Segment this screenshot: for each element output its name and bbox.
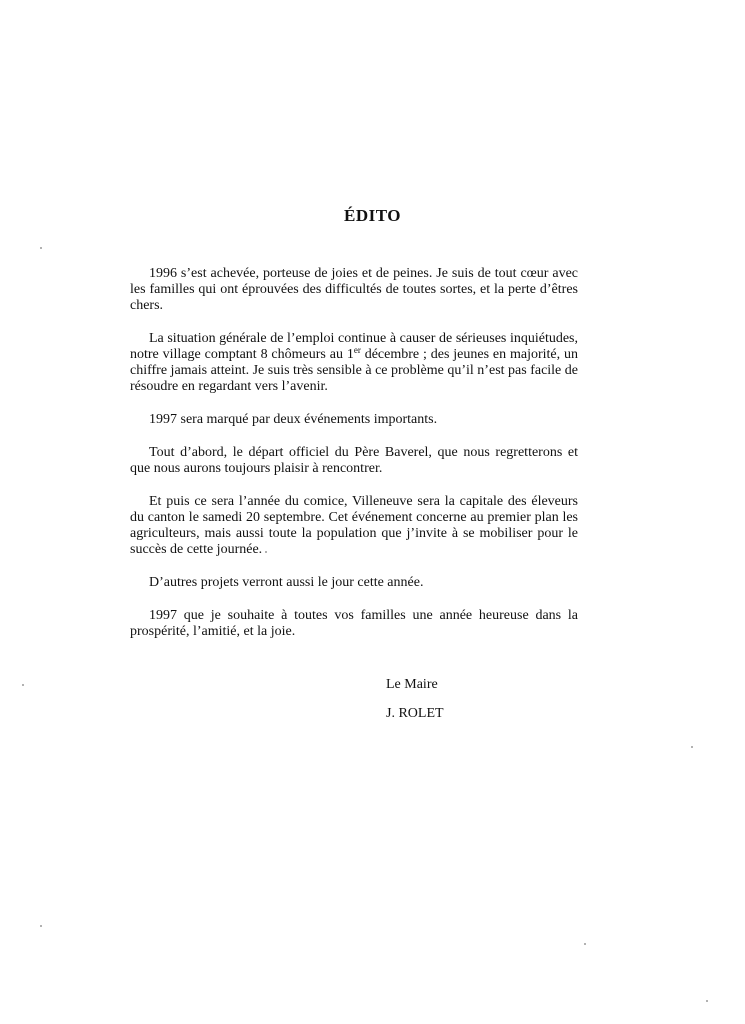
paragraph-6: D’autres projets verront aussi le jour cette année. (149, 575, 424, 590)
scan-speck (40, 247, 42, 249)
paragraph-3: 1997 sera marqué par deux événements importants. (149, 412, 438, 427)
paragraph-4: Tout d’abord, le départ officiel du Père Baverel, que nous regretterons et que nous aurons toujours plaisir à rencontrer. (130, 445, 578, 476)
paragraph-2 (130, 331, 578, 395)
editorial-body (130, 266, 578, 640)
signature-name: J. ROLET (386, 706, 444, 721)
paragraph-2-end: décembre ; des jeunes en majorité, un chiffre jamais atteint. Je suis très sensible à ce problème qu’il n’est pas facile de résoudre en regardant vers l’avenir. (130, 347, 578, 394)
paragraph-2-superscript: er (353, 345, 361, 355)
paragraph-2-start: La situation générale de l’emploi continue à causer de sérieuses inquiétudes, notre village comptant 8 chômeurs au (130, 331, 578, 362)
scan-speck (691, 746, 693, 748)
scan-speck (40, 925, 42, 927)
signature-role: Le Maire (386, 677, 438, 692)
scan-speck (265, 551, 267, 553)
paragraph-7: 1997 que je souhaite à toutes vos familles une année heureuse dans la prospérité, l’amitié, et la joie. (130, 608, 578, 639)
scan-speck (706, 1000, 708, 1002)
page-title: ÉDITO (344, 206, 401, 225)
paragraph-5: Et puis ce sera l’année du comice, Villeneuve sera la capitale des éleveurs du canton le samedi 20 septembre. Cet événement concerne au premier plan les agriculteurs, mais aussi toute la population que j’invite à se mobiliser pour le succès de cette journée. (130, 494, 578, 557)
scan-speck (584, 943, 586, 945)
paragraph-1: 1996 s’est achevée, porteuse de joies et de peines. Je suis de tout cœur avec les familles qui ont éprouvées des difficultés de toutes sortes, et la perte d’êtres chers. (130, 266, 578, 313)
scan-speck (22, 684, 24, 686)
paragraph-2-day: 1 (346, 347, 354, 362)
